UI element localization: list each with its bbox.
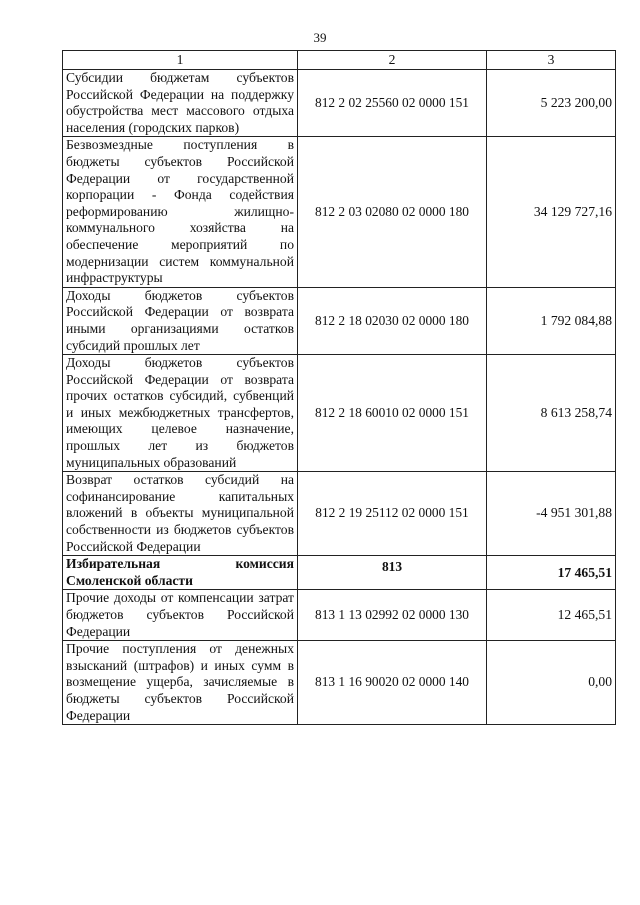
table-row — [63, 287, 616, 354]
income-name: Прочие поступления от денежных взысканий (штрафов) и иных сумм в возмещение ущерба, зачисляемые в бюджеты субъектов Российской Федерации — [63, 641, 298, 725]
amount: 12 465,51 — [487, 590, 616, 641]
amount: -4 951 301,88 — [487, 472, 616, 556]
revenue-table — [62, 50, 616, 725]
column-header: 2 — [298, 51, 487, 70]
administrator-total: 17 465,51 — [487, 556, 616, 590]
amount: 5 223 200,00 — [487, 70, 616, 137]
budget-code: 812 2 19 25112 02 0000 151 — [298, 472, 487, 556]
budget-code: 812 2 18 60010 02 0000 151 — [298, 355, 487, 472]
amount: 8 613 258,74 — [487, 355, 616, 472]
column-header: 3 — [487, 51, 616, 70]
amount: 0,00 — [487, 641, 616, 725]
administrator-code: 813 — [298, 556, 487, 590]
income-name: Доходы бюджетов субъектов Российской Федерации от возврата прочих остатков субсидий, субвенций и иных межбюджетных трансфертов, имеющих целевое назначение, прошлых лет из бюджетов муниципальных образований — [63, 355, 298, 472]
table-row — [63, 355, 616, 472]
table-row — [63, 137, 616, 287]
amount: 34 129 727,16 — [487, 137, 616, 287]
budget-code: 812 2 02 25560 02 0000 151 — [298, 70, 487, 137]
table-row — [63, 590, 616, 641]
income-name: Безвозмездные поступления в бюджеты субъектов Российской Федерации от государственной корпорации - Фонда содействия реформированию жилищно-коммунального хозяйства на обеспечение мероприятий по модернизации систем коммунальной инфраструктуры — [63, 137, 298, 287]
table-header-row — [63, 51, 616, 70]
table-row — [63, 70, 616, 137]
income-name: Прочие доходы от компенсации затрат бюджетов субъектов Российской Федерации — [63, 590, 298, 641]
budget-code: 813 1 13 02992 02 0000 130 — [298, 590, 487, 641]
income-name: Доходы бюджетов субъектов Российской Федерации от возврата иными организациями остатков субсидий прошлых лет — [63, 287, 298, 354]
table-row — [63, 472, 616, 556]
budget-code: 813 1 16 90020 02 0000 140 — [298, 641, 487, 725]
table-row-administrator — [63, 556, 616, 590]
income-name: Возврат остатков субсидий на софинансирование капитальных вложений в объекты муниципальной собственности из бюджетов субъектов Российской Федерации — [63, 472, 298, 556]
table-row — [63, 641, 616, 725]
page-number: 39 — [313, 30, 327, 45]
administrator-name: Избирательная комиссия Смоленской области — [63, 556, 298, 590]
column-header: 1 — [63, 51, 298, 70]
income-name: Субсидии бюджетам субъектов Российской Федерации на поддержку обустройства мест массового отдыха населения (городских парков) — [63, 70, 298, 137]
amount: 1 792 084,88 — [487, 287, 616, 354]
budget-code: 812 2 03 02080 02 0000 180 — [298, 137, 487, 287]
budget-code: 812 2 18 02030 02 0000 180 — [298, 287, 487, 354]
